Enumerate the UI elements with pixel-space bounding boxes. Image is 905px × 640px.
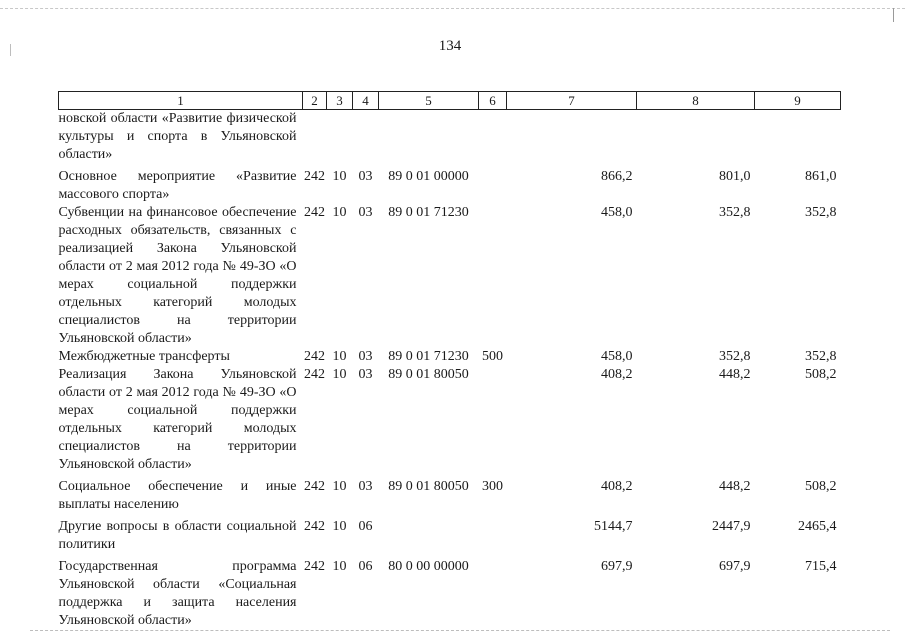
- cell-col-9: 861,0: [805, 169, 837, 184]
- cell-col-8: 448,2: [719, 479, 751, 494]
- cell-col-5: [379, 110, 479, 165]
- header-col-4: 4: [353, 92, 379, 110]
- table-row: [59, 366, 841, 474]
- header-col-9: 9: [755, 92, 841, 110]
- header-col-1: 1: [59, 92, 303, 110]
- table-row: [59, 204, 841, 348]
- cell-col-8: 352,8: [719, 205, 751, 220]
- cell-col-7: 458,0: [601, 349, 633, 364]
- table-row: [59, 164, 841, 204]
- row-description: Межбюджетные трансферты: [58, 349, 230, 364]
- cell-col-6: [479, 164, 507, 204]
- cell-col-4: 06: [358, 519, 373, 534]
- cell-col-3: 10: [332, 169, 347, 184]
- cell-col-8: 697,9: [719, 559, 751, 574]
- scan-mark-left: [10, 44, 11, 56]
- cell-col-3: 10: [332, 479, 347, 494]
- cell-col-9: 352,8: [805, 205, 837, 220]
- cell-col-9: 352,8: [805, 349, 837, 364]
- cell-col-4: [353, 110, 379, 165]
- cell-col-2: 242: [304, 367, 325, 382]
- cell-col-2: 242: [304, 169, 325, 184]
- cell-col-4: 03: [358, 169, 373, 184]
- table-row: [59, 514, 841, 554]
- cell-col-5: 89 0 01 71230: [388, 205, 469, 220]
- cell-col-4: 06: [358, 559, 373, 574]
- cell-col-4: 03: [358, 349, 373, 364]
- cell-col-8: 352,8: [719, 349, 751, 364]
- row-description: Социальное обеспечение и иные выплаты населению: [58, 479, 297, 512]
- cell-col-3: 10: [332, 205, 347, 220]
- cell-col-4: 03: [358, 479, 373, 494]
- cell-col-9: 2465,4: [798, 519, 837, 534]
- scan-edge-top: [0, 8, 905, 9]
- cell-col-6: 300: [482, 479, 503, 494]
- header-col-3: 3: [327, 92, 353, 110]
- cell-col-3: [327, 110, 353, 165]
- header-col-7: 7: [507, 92, 637, 110]
- cell-col-8: 801,0: [719, 169, 751, 184]
- cell-col-7: 408,2: [601, 479, 633, 494]
- row-description: Реализация Закона Ульяновской области от 2 мая 2012 года № 49-ЗО «О мерах социальной поддержки отдельных категорий молодых специалистов на территории Ульяновской области»: [58, 367, 297, 472]
- cell-col-4: 03: [358, 367, 373, 382]
- cell-col-6: [479, 204, 507, 348]
- cell-col-7: 866,2: [601, 169, 633, 184]
- page-number: 134: [438, 38, 462, 54]
- row-description: Государственная программа Ульяновской области «Социальная поддержка и защита населения Ульяновской области»: [58, 559, 297, 628]
- header-col-8: 8: [637, 92, 755, 110]
- cell-col-2: [303, 110, 327, 165]
- cell-col-5: 89 0 01 80050: [388, 479, 469, 494]
- cell-col-6: [479, 554, 507, 630]
- cell-col-5: 89 0 01 71230: [388, 349, 469, 364]
- row-description: Другие вопросы в области социальной политики: [58, 519, 297, 552]
- header-col-5: 5: [379, 92, 479, 110]
- table-row: [59, 474, 841, 514]
- cell-col-6: 500: [482, 349, 503, 364]
- cell-col-6: [479, 514, 507, 554]
- cell-col-9: 508,2: [805, 479, 837, 494]
- cell-col-3: 10: [332, 559, 347, 574]
- cell-col-7: [507, 110, 637, 165]
- cell-col-7: 697,9: [601, 559, 633, 574]
- table-row: [59, 110, 841, 165]
- cell-col-8: 2447,9: [712, 519, 751, 534]
- cell-col-6: [479, 110, 507, 165]
- cell-col-8: [637, 110, 755, 165]
- cell-col-5: 89 0 01 80050: [388, 367, 469, 382]
- header-col-2: 2: [303, 92, 327, 110]
- cell-col-2: 242: [304, 205, 325, 220]
- cell-col-9: 715,4: [805, 559, 837, 574]
- cell-col-3: 10: [332, 367, 347, 382]
- cell-col-7: 458,0: [601, 205, 633, 220]
- budget-table: [58, 91, 841, 630]
- cell-col-3: 10: [332, 349, 347, 364]
- table-row: [59, 348, 841, 366]
- scan-edge-bottom: [30, 630, 890, 631]
- cell-col-2: 242: [304, 559, 325, 574]
- table-row: [59, 554, 841, 630]
- cell-col-9: 508,2: [805, 367, 837, 382]
- cell-col-9: [755, 110, 841, 165]
- cell-col-4: 03: [358, 205, 373, 220]
- cell-col-2: 242: [304, 349, 325, 364]
- cell-col-8: 448,2: [719, 367, 751, 382]
- cell-col-7: 408,2: [601, 367, 633, 382]
- cell-col-7: 5144,7: [594, 519, 633, 534]
- cell-col-2: 242: [304, 519, 325, 534]
- table-header-row: [59, 92, 841, 110]
- header-col-6: 6: [479, 92, 507, 110]
- cell-col-6: [479, 366, 507, 474]
- row-description: новской области «Развитие физической культуры и спорта в Ульяновской области»: [58, 111, 297, 162]
- row-description: Субвенции на финансовое обеспечение расходных обязательств, связанных с реализацией Закона Ульяновской области от 2 мая 2012 года № 49-ЗО «О мерах социальной поддержки отдельных категорий молодых специалистов на территории Ульяновской области»: [58, 205, 297, 346]
- cell-col-2: 242: [304, 479, 325, 494]
- cell-col-3: 10: [332, 519, 347, 534]
- cell-col-5: [379, 514, 479, 554]
- row-description: Основное мероприятие «Развитие массового спорта»: [58, 169, 297, 202]
- cell-col-5: 89 0 01 00000: [388, 169, 469, 184]
- scan-mark-right: [893, 8, 894, 22]
- cell-col-5: 80 0 00 00000: [388, 559, 469, 574]
